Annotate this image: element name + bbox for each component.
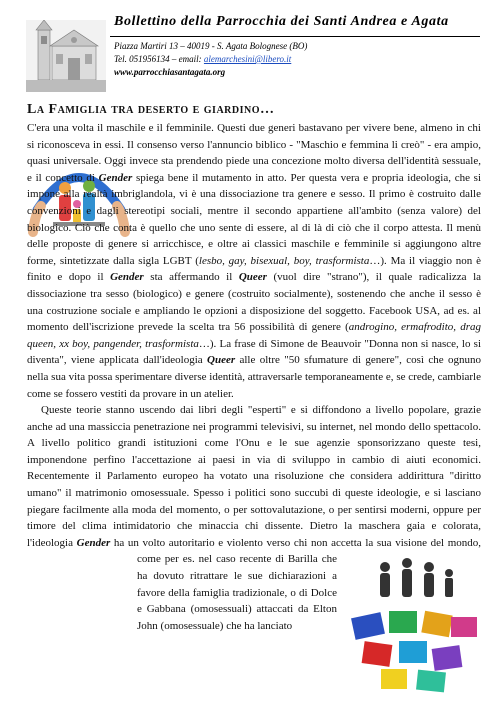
parish-address: Piazza Martiri 13 – 40019 - S. Agata Bolognese (BO) (114, 41, 308, 51)
article-paragraph-1: C'era una volta il maschile e il femminile. Questi due generi bastavano per vivere bene, almeno in chi si riconosceva in essi. Il consenso verso l'annuncio biblico - "Maschio e femmina li creò" - era ampio, quasi universale. Oggi invece sta prendendo piede una concezione molto diversa dell'identità sessuale, e il concetto di Gender spiega bene il mutamento in atto. Per questa vera e propria ideologia, che si impone alla realtà imbriglandola, vi è una dissociazione tra genere e sesso. Il primo è costruito dalle convenzioni e dagli stereotipi sociali, mentre il secondo appartiene all'ambito (senza valore) del biologico. Ciò che conta è quello che uno sente di essere, al di là di ciò che il corpo attesta. Il menù delle proposte di genere si arricchisce, e oltre ai classici maschile e femminile si aggiungono altre forme, sintetizzate dalla sigla LGBT (lesbo, gay, bisexual, boy, trasformista…). Ma il viaggio non è finito e dopo il Gender sta affermando il Queer (vuol dire "strano"), il quale radicalizza la dissociazione tra sesso (biologico) e genere (costruito socialmente), sostenendo che anche il sesso è una costruzione sociale e ampliando le opzioni a disposizione del soggetto. Facebook USA, ad es. al momento dell'iscrizione prevede la scelta tra 56 possibilità di genere (androgino, ermafrodito, drag queen, xx boy, pangender, trasformista…). La frase di Simone de Beauvoir "Donna non si nasce, lo si diventa", viene applicata dall'ideologia Queer alle oltre "50 sfumature di genere", così che ognuno nella sua vita possa sperimentare diverse identità, attraversarle temporaneamente e, se crede, cambiarle come se fossero vestiti da provare in un atelier. (27, 122, 482, 400)
title-rule (110, 36, 480, 37)
church-illustration (26, 20, 106, 92)
article-body (27, 120, 482, 705)
article-headline: La Famiglia tra deserto e giardino… (27, 102, 275, 117)
bulletin-title: Bollettino della Parrocchia dei Santi Andrea e Agata (114, 14, 449, 29)
contact-line (114, 54, 291, 64)
website-link[interactable]: www.parrocchiasantagata.org (114, 67, 226, 77)
email-link[interactable]: alemarchesini@libero.it (203, 54, 292, 64)
phone-text: Tel. 051956134 – email: (114, 54, 204, 64)
article-paragraph-2: Queste teorie stanno uscendo dai libri degli "esperti" e si diffondono a livello popolare, grazie anche ad una massiccia penetrazione nei programmi televisivi, su internet, nel mondo dello spettacolo. A livello politico grandi istituzioni come l'Onu e le sue agenzie sponsorizzano queste tesi, imponendone perfino l'accettazione ai paesi in via di sviluppo in cambio di aiuti economici. Recentemente il Parlamento europeo ha votato una risoluzione che considera addirittura "diritto umano" il matrimonio omosessuale. Spesso i politici sono succubi di queste ideologie, e si lasciano piegare facilmente alla moda del momento, o per sottovalutazione, o per sentirsi moderni, oppure per timore del clima intimidatorio che minaccia chi dissente. Dietro la maschera gaia e colorata, l'ideologia Gender ha un volto autoritario e violento verso chi non accetta la sua visione del mondo, come per es. nel caso recente di Barilla che ha dovuto ritrattare le sue dichiarazioni a favore della famiglia tradizionale, o di Dolce e Gabbana (omosessuali) attaccati da Elton John (omosessuale) che ha lanciato (27, 404, 481, 632)
masthead (22, 14, 482, 92)
